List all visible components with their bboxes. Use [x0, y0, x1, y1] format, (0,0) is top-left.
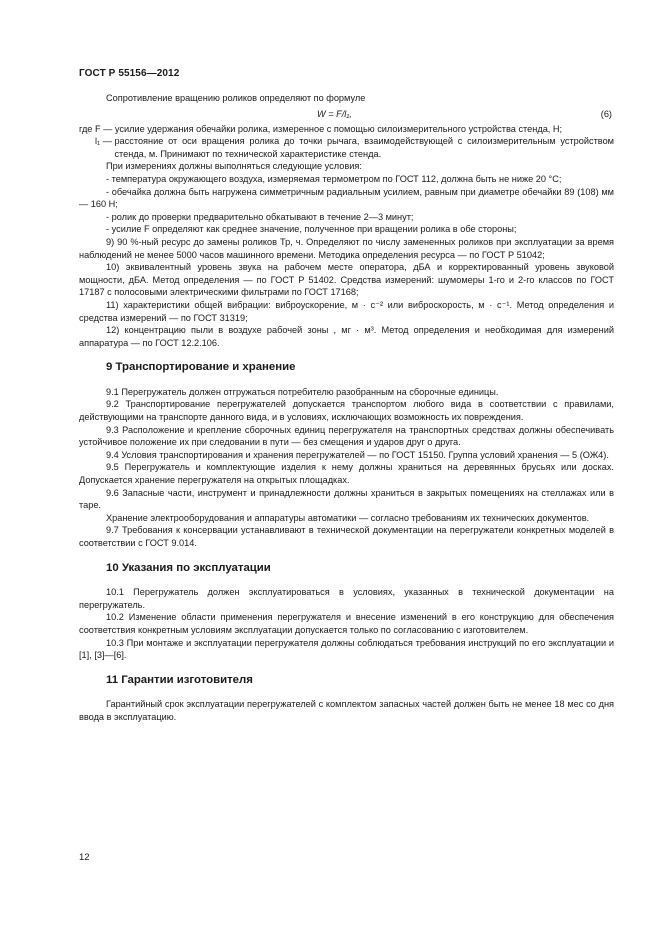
paragraph: 11) характеристики общей вибрации: виброускорение, м · с⁻² или виброскорость, м · с⁻¹. Метод определения и средства измерений — по ГОСТ 31319; [79, 299, 614, 323]
equation-number: (6) [600, 108, 612, 119]
paragraph: 10.2 Изменение области применения перегружателя и внесение изменений в его конструкцию для обеспечения соответствия конкретным условиям эксплуатации допускается только по согласованию с изготовителем. [79, 612, 614, 635]
paragraph: - усилие F определяют как среднее значение, полученное при вращении ролика в обе стороны; [106, 224, 517, 235]
paragraph: - обечайка должна быть нагружена симметричным радиальным усилием, равным при диаметре обечайки 89 (108) мм — 160 Н; [79, 186, 614, 210]
paragraph: Гарантийный срок эксплуатации перегружателей с комплектом запасных частей должен быть не менее 18 мес со дня ввода в эксплуатацию. [79, 699, 614, 722]
paragraph: 9.7 Требования к консервации устанавливают в технической документации на перегружатели конкретных моделей в соответствии с ГОСТ 9.014. [79, 525, 614, 548]
document-body [79, 92, 614, 724]
paragraph: 9.5 Перегружатель и комплектующие изделия к нему должны храниться на деревянных брусьях или досках. Допускается хранение перегружателя на открытых площадках. [79, 462, 614, 486]
where-text: усилие удержания обечайки ролика, измеренное с помощью силоизмерительного устройства стенда, Н; [114, 123, 563, 134]
section-heading-10: 10 Указания по эксплуатации [106, 561, 271, 574]
paragraph: - температура окружающего воздуха, измеряемая термометром по ГОСТ 112, должна быть не ниже 20 °С; [106, 173, 562, 184]
formula-row [79, 108, 614, 121]
section-heading-9: 9 Транспортирование и хранение [106, 361, 296, 374]
paragraph: 9.4 Условия транспортирования и хранения перегружателей — по ГОСТ 15150. Группа условий хранения — 5 (ОЖ4). [106, 449, 609, 460]
paragraph: 9.1 Перегружатель должен отгружаться потребителю разобранным на сборочные единицы. [106, 386, 499, 397]
paragraph: 9.2 Транспортирование перегружателей допускается транспортом любого вида в соответствии с правилами, действующими на транспорте данного вида, и в условиях, исключающих возможность их повреждения. [79, 399, 614, 423]
paragraph: 9.6 Запасные части, инструмент и принадлежности должны храниться в закрытых помещениях на стеллажах или в таре. [79, 487, 614, 511]
paragraph: Хранение электрооборудования и аппаратуры автоматики — согласно требованиям их технических документов. [106, 512, 590, 523]
paragraph: - ролик до проверки предварительно обкатывают в течение 2—3 минут; [106, 211, 414, 222]
where-item [79, 123, 614, 136]
paragraph: 10.3 При монтаже и эксплуатации перегружателя должны соблюдаться требования инструкций по его эксплуатации и [1], [3]—[6]. [79, 637, 614, 661]
paragraph: 9.3 Расположение и крепление сборочных единиц перегружателя на транспортных средствах должны обеспечивать устойчивое положение их при следовании в пути — без смещения и ударов друг о друга. [79, 424, 614, 448]
where-text: расстояние от оси вращения ролика до точки рычага, взаимодействующей с силоизмерительным устройством стенда, м. Принимают по технической характеристике стенда. [114, 136, 614, 159]
paragraph: 9) 90 %-ный ресурс до замены роликов Тр, ч. Определяют по числу замененных роликов при эксплуатации за время наблюдений не менее 5000 часов машинного времени. Методика определения ресурса — по ГОСТ Р 51042; [79, 236, 614, 260]
document-header: ГОСТ Р 55156—2012 [79, 68, 180, 79]
paragraph: При измерениях должны выполняться следующие условия: [106, 161, 362, 172]
formula-intro: Сопротивление вращению роликов определяют по формуле [106, 93, 366, 103]
where-item [79, 135, 614, 160]
where-label: где F — [79, 123, 115, 134]
section-heading-11: 11 Гарантии изготовителя [106, 673, 253, 686]
paragraph: 12) концентрацию пыли в воздухе рабочей зоны , мг · м³. Метод определения и необходимая для измерений аппаратура — по ГОСТ 12.2.106. [79, 325, 614, 348]
paragraph: 10) эквивалентный уровень звука на рабочем месте оператора, дБА и корректированный уровень звуковой мощности, дБА. Метод определения — по ГОСТ Р 51402. Средства измерений: шумомеры 1-го и 2-го классов по ГОСТ 17187 с полосовыми электрическими фильтрами по ГОСТ 17168; [79, 262, 614, 298]
paragraph: 10.1 Перегружатель должен эксплуатироваться в условиях, указанных в технической документации на перегружатель. [79, 587, 614, 610]
page-number: 12 [79, 852, 90, 863]
formula: W = F/l₁, [317, 108, 352, 119]
where-label: l₁ — [95, 136, 115, 147]
